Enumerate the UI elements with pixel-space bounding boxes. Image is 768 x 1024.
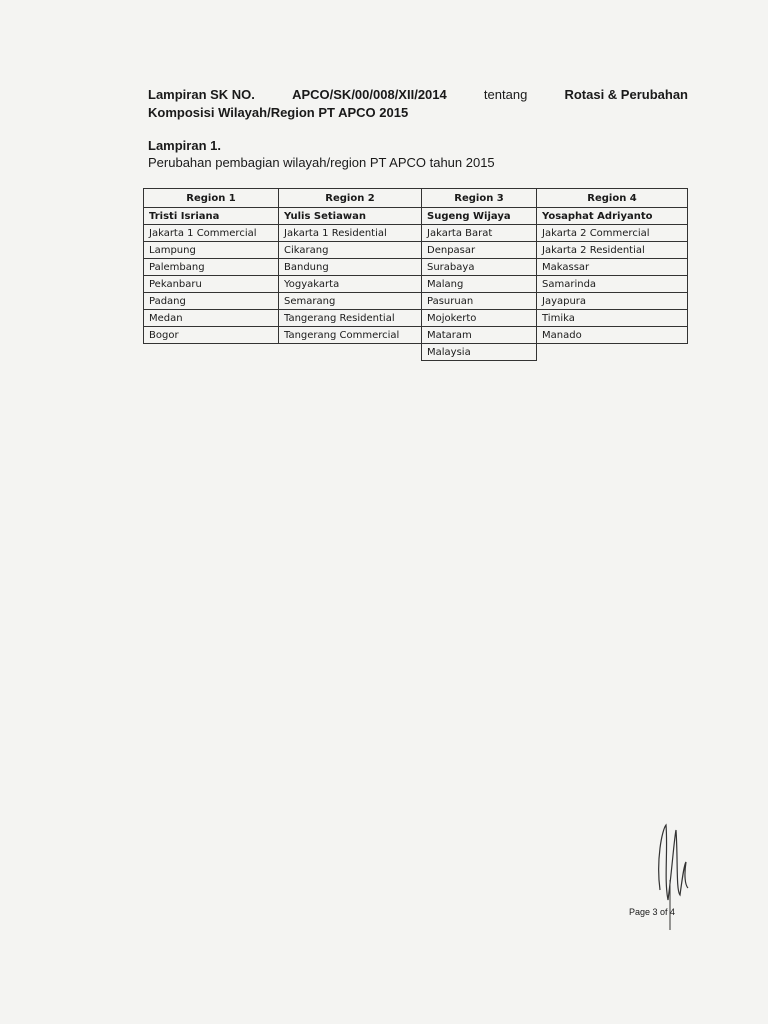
table-cell: Denpasar — [422, 242, 537, 259]
table-cell: Jakarta 1 Residential — [279, 225, 422, 242]
table-cell: Samarinda — [537, 276, 688, 293]
region-lead: Yosaphat Adriyanto — [537, 208, 688, 225]
column-header: Region 2 — [279, 189, 422, 208]
table-cell: Yogyakarta — [279, 276, 422, 293]
empty-cell — [537, 344, 688, 361]
table-row — [144, 344, 688, 361]
page-number: Page 3 of 4 — [629, 907, 676, 917]
table-cell: Jakarta 2 Residential — [537, 242, 688, 259]
table-cell: Jayapura — [537, 293, 688, 310]
header-prefix: Lampiran SK NO. — [148, 87, 255, 102]
header-line-2 — [148, 104, 688, 122]
table-cell: Malaysia — [422, 344, 537, 361]
table-cell: Pasuruan — [422, 293, 537, 310]
header-subject-part1: Rotasi & Perubahan — [564, 87, 688, 102]
table-cell: Jakarta 2 Commercial — [537, 225, 688, 242]
header-subject-part2: Komposisi Wilayah/Region PT APCO 2015 — [148, 105, 409, 120]
table-cell: Jakarta Barat — [422, 225, 537, 242]
table-cell: Medan — [144, 310, 279, 327]
table-cell: Pekanbaru — [144, 276, 279, 293]
region-lead: Sugeng Wijaya — [422, 208, 537, 225]
region-lead: Yulis Setiawan — [279, 208, 422, 225]
table-row — [144, 310, 688, 327]
table-cell: Palembang — [144, 259, 279, 276]
table-cell: Manado — [537, 327, 688, 344]
lampiran-title: Lampiran 1. — [148, 138, 221, 153]
header-line-1 — [148, 86, 688, 104]
region-lead-row — [144, 208, 688, 225]
table-cell: Mataram — [422, 327, 537, 344]
table-header-row — [144, 189, 688, 208]
table-cell: Surabaya — [422, 259, 537, 276]
document-header — [148, 86, 688, 122]
table-cell: Cikarang — [279, 242, 422, 259]
table-row — [144, 276, 688, 293]
table-cell: Lampung — [144, 242, 279, 259]
column-header: Region 3 — [422, 189, 537, 208]
empty-cell — [144, 344, 279, 361]
table-row — [144, 225, 688, 242]
table-cell: Bandung — [279, 259, 422, 276]
table-cell: Mojokerto — [422, 310, 537, 327]
column-header: Region 4 — [537, 189, 688, 208]
table-row — [144, 293, 688, 310]
empty-cell — [279, 344, 422, 361]
region-table — [143, 188, 688, 361]
table-cell: Tangerang Commercial — [279, 327, 422, 344]
table-cell: Bogor — [144, 327, 279, 344]
header-sk-number: APCO/SK/00/008/XII/2014 — [292, 87, 447, 102]
column-header: Region 1 — [144, 189, 279, 208]
header-connector: tentang — [483, 87, 528, 102]
table-cell: Malang — [422, 276, 537, 293]
table-cell: Tangerang Residential — [279, 310, 422, 327]
table-cell: Makassar — [537, 259, 688, 276]
table-row — [144, 327, 688, 344]
table-cell: Timika — [537, 310, 688, 327]
table-cell: Padang — [144, 293, 279, 310]
region-lead: Tristi Isriana — [144, 208, 279, 225]
lampiran-subtitle: Perubahan pembagian wilayah/region PT APCO tahun 2015 — [148, 155, 495, 170]
table-cell: Semarang — [279, 293, 422, 310]
table-row — [144, 242, 688, 259]
table-row — [144, 259, 688, 276]
table-cell: Jakarta 1 Commercial — [144, 225, 279, 242]
